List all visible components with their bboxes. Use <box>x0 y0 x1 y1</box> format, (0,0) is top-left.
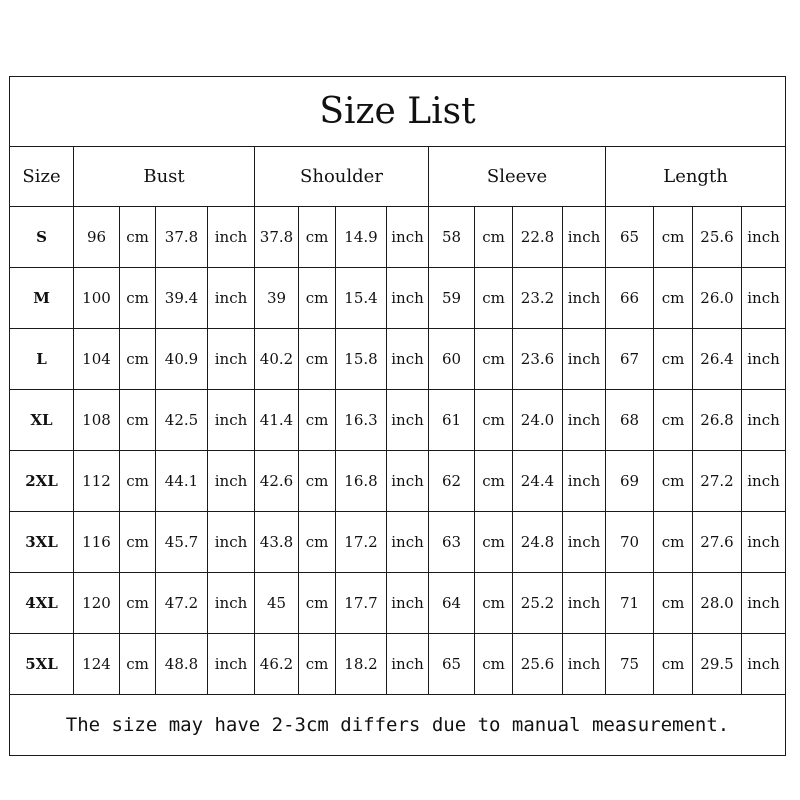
bust-cm-value: 124 <box>74 634 120 695</box>
length-inch-value: 25.6 <box>693 207 742 268</box>
size-label: L <box>10 329 74 390</box>
shoulder-inch-value: 14.9 <box>336 207 387 268</box>
table-row <box>10 207 786 268</box>
unit-cm: cm <box>299 634 336 695</box>
sleeve-cm-value: 62 <box>429 451 475 512</box>
unit-cm: cm <box>299 329 336 390</box>
unit-inch: inch <box>742 573 786 634</box>
length-cm-value: 71 <box>606 573 654 634</box>
unit-cm: cm <box>475 634 513 695</box>
unit-inch: inch <box>208 390 255 451</box>
size-label: M <box>10 268 74 329</box>
sleeve-inch-value: 24.0 <box>513 390 563 451</box>
sleeve-inch-value: 24.4 <box>513 451 563 512</box>
unit-cm: cm <box>120 634 156 695</box>
shoulder-inch-value: 18.2 <box>336 634 387 695</box>
unit-inch: inch <box>208 573 255 634</box>
unit-inch: inch <box>742 268 786 329</box>
table-row <box>10 451 786 512</box>
unit-cm: cm <box>475 329 513 390</box>
unit-cm: cm <box>654 573 693 634</box>
length-inch-value: 28.0 <box>693 573 742 634</box>
unit-cm: cm <box>654 268 693 329</box>
bust-inch-value: 37.8 <box>156 207 208 268</box>
unit-cm: cm <box>120 207 156 268</box>
unit-inch: inch <box>387 512 429 573</box>
unit-inch: inch <box>208 268 255 329</box>
bust-inch-value: 45.7 <box>156 512 208 573</box>
table-row <box>10 512 786 573</box>
unit-inch: inch <box>387 634 429 695</box>
sleeve-cm-value: 60 <box>429 329 475 390</box>
table-row <box>10 573 786 634</box>
unit-inch: inch <box>742 512 786 573</box>
shoulder-cm-value: 39 <box>255 268 299 329</box>
size-label: XL <box>10 390 74 451</box>
shoulder-inch-value: 17.2 <box>336 512 387 573</box>
sleeve-cm-value: 61 <box>429 390 475 451</box>
unit-inch: inch <box>563 390 606 451</box>
length-inch-value: 29.5 <box>693 634 742 695</box>
unit-cm: cm <box>120 390 156 451</box>
measurement-note: The size may have 2-3cm differs due to manual measurement. <box>10 695 786 756</box>
table-row <box>10 390 786 451</box>
length-inch-value: 26.8 <box>693 390 742 451</box>
length-inch-value: 27.2 <box>693 451 742 512</box>
shoulder-cm-value: 40.2 <box>255 329 299 390</box>
unit-cm: cm <box>475 207 513 268</box>
bust-cm-value: 104 <box>74 329 120 390</box>
sleeve-inch-value: 24.8 <box>513 512 563 573</box>
unit-cm: cm <box>654 390 693 451</box>
unit-inch: inch <box>208 634 255 695</box>
size-list-title: Size List <box>10 77 786 147</box>
sleeve-inch-value: 25.6 <box>513 634 563 695</box>
unit-inch: inch <box>387 329 429 390</box>
bust-cm-value: 120 <box>74 573 120 634</box>
unit-inch: inch <box>742 207 786 268</box>
shoulder-cm-value: 46.2 <box>255 634 299 695</box>
length-cm-value: 67 <box>606 329 654 390</box>
unit-cm: cm <box>475 573 513 634</box>
unit-cm: cm <box>475 451 513 512</box>
sleeve-cm-value: 65 <box>429 634 475 695</box>
unit-inch: inch <box>742 451 786 512</box>
size-chart-table <box>9 76 786 756</box>
unit-cm: cm <box>654 207 693 268</box>
bust-cm-value: 96 <box>74 207 120 268</box>
size-label: S <box>10 207 74 268</box>
unit-cm: cm <box>120 268 156 329</box>
unit-inch: inch <box>742 329 786 390</box>
shoulder-cm-value: 43.8 <box>255 512 299 573</box>
unit-inch: inch <box>208 451 255 512</box>
size-label: 4XL <box>10 573 74 634</box>
sleeve-cm-value: 58 <box>429 207 475 268</box>
unit-cm: cm <box>120 573 156 634</box>
header-row <box>10 147 786 207</box>
size-label: 3XL <box>10 512 74 573</box>
unit-cm: cm <box>654 634 693 695</box>
sleeve-cm-value: 63 <box>429 512 475 573</box>
shoulder-inch-value: 15.8 <box>336 329 387 390</box>
sleeve-cm-value: 64 <box>429 573 475 634</box>
unit-inch: inch <box>208 207 255 268</box>
note-row <box>10 695 786 756</box>
table-row <box>10 329 786 390</box>
length-cm-value: 68 <box>606 390 654 451</box>
unit-inch: inch <box>563 268 606 329</box>
sleeve-cm-value: 59 <box>429 268 475 329</box>
header-bust: Bust <box>74 147 255 207</box>
unit-inch: inch <box>742 390 786 451</box>
header-length: Length <box>606 147 786 207</box>
unit-inch: inch <box>563 573 606 634</box>
bust-inch-value: 42.5 <box>156 390 208 451</box>
sleeve-inch-value: 23.2 <box>513 268 563 329</box>
length-cm-value: 70 <box>606 512 654 573</box>
unit-inch: inch <box>387 390 429 451</box>
header-sleeve: Sleeve <box>429 147 606 207</box>
shoulder-inch-value: 16.3 <box>336 390 387 451</box>
table-row <box>10 634 786 695</box>
unit-inch: inch <box>387 573 429 634</box>
unit-cm: cm <box>299 268 336 329</box>
shoulder-inch-value: 17.7 <box>336 573 387 634</box>
unit-inch: inch <box>387 207 429 268</box>
unit-cm: cm <box>475 512 513 573</box>
unit-inch: inch <box>563 329 606 390</box>
sleeve-inch-value: 25.2 <box>513 573 563 634</box>
unit-cm: cm <box>475 268 513 329</box>
bust-cm-value: 116 <box>74 512 120 573</box>
length-cm-value: 66 <box>606 268 654 329</box>
unit-cm: cm <box>475 390 513 451</box>
unit-inch: inch <box>208 329 255 390</box>
length-cm-value: 65 <box>606 207 654 268</box>
bust-inch-value: 44.1 <box>156 451 208 512</box>
bust-inch-value: 39.4 <box>156 268 208 329</box>
sleeve-inch-value: 22.8 <box>513 207 563 268</box>
bust-cm-value: 112 <box>74 451 120 512</box>
unit-inch: inch <box>563 207 606 268</box>
size-label: 2XL <box>10 451 74 512</box>
sleeve-inch-value: 23.6 <box>513 329 563 390</box>
unit-cm: cm <box>299 573 336 634</box>
shoulder-cm-value: 42.6 <box>255 451 299 512</box>
length-inch-value: 26.4 <box>693 329 742 390</box>
bust-inch-value: 40.9 <box>156 329 208 390</box>
unit-cm: cm <box>120 451 156 512</box>
bust-inch-value: 48.8 <box>156 634 208 695</box>
length-inch-value: 26.0 <box>693 268 742 329</box>
shoulder-cm-value: 37.8 <box>255 207 299 268</box>
unit-inch: inch <box>387 451 429 512</box>
unit-cm: cm <box>120 329 156 390</box>
header-size: Size <box>10 147 74 207</box>
bust-inch-value: 47.2 <box>156 573 208 634</box>
unit-inch: inch <box>387 268 429 329</box>
unit-cm: cm <box>299 207 336 268</box>
unit-cm: cm <box>654 329 693 390</box>
length-cm-value: 75 <box>606 634 654 695</box>
shoulder-inch-value: 15.4 <box>336 268 387 329</box>
size-label: 5XL <box>10 634 74 695</box>
unit-inch: inch <box>563 634 606 695</box>
unit-inch: inch <box>563 512 606 573</box>
bust-cm-value: 100 <box>74 268 120 329</box>
unit-inch: inch <box>742 634 786 695</box>
unit-cm: cm <box>299 390 336 451</box>
length-cm-value: 69 <box>606 451 654 512</box>
shoulder-cm-value: 41.4 <box>255 390 299 451</box>
unit-cm: cm <box>299 451 336 512</box>
unit-cm: cm <box>654 451 693 512</box>
header-shoulder: Shoulder <box>255 147 429 207</box>
unit-inch: inch <box>563 451 606 512</box>
unit-inch: inch <box>208 512 255 573</box>
shoulder-cm-value: 45 <box>255 573 299 634</box>
shoulder-inch-value: 16.8 <box>336 451 387 512</box>
table-row <box>10 268 786 329</box>
unit-cm: cm <box>120 512 156 573</box>
unit-cm: cm <box>299 512 336 573</box>
bust-cm-value: 108 <box>74 390 120 451</box>
length-inch-value: 27.6 <box>693 512 742 573</box>
unit-cm: cm <box>654 512 693 573</box>
